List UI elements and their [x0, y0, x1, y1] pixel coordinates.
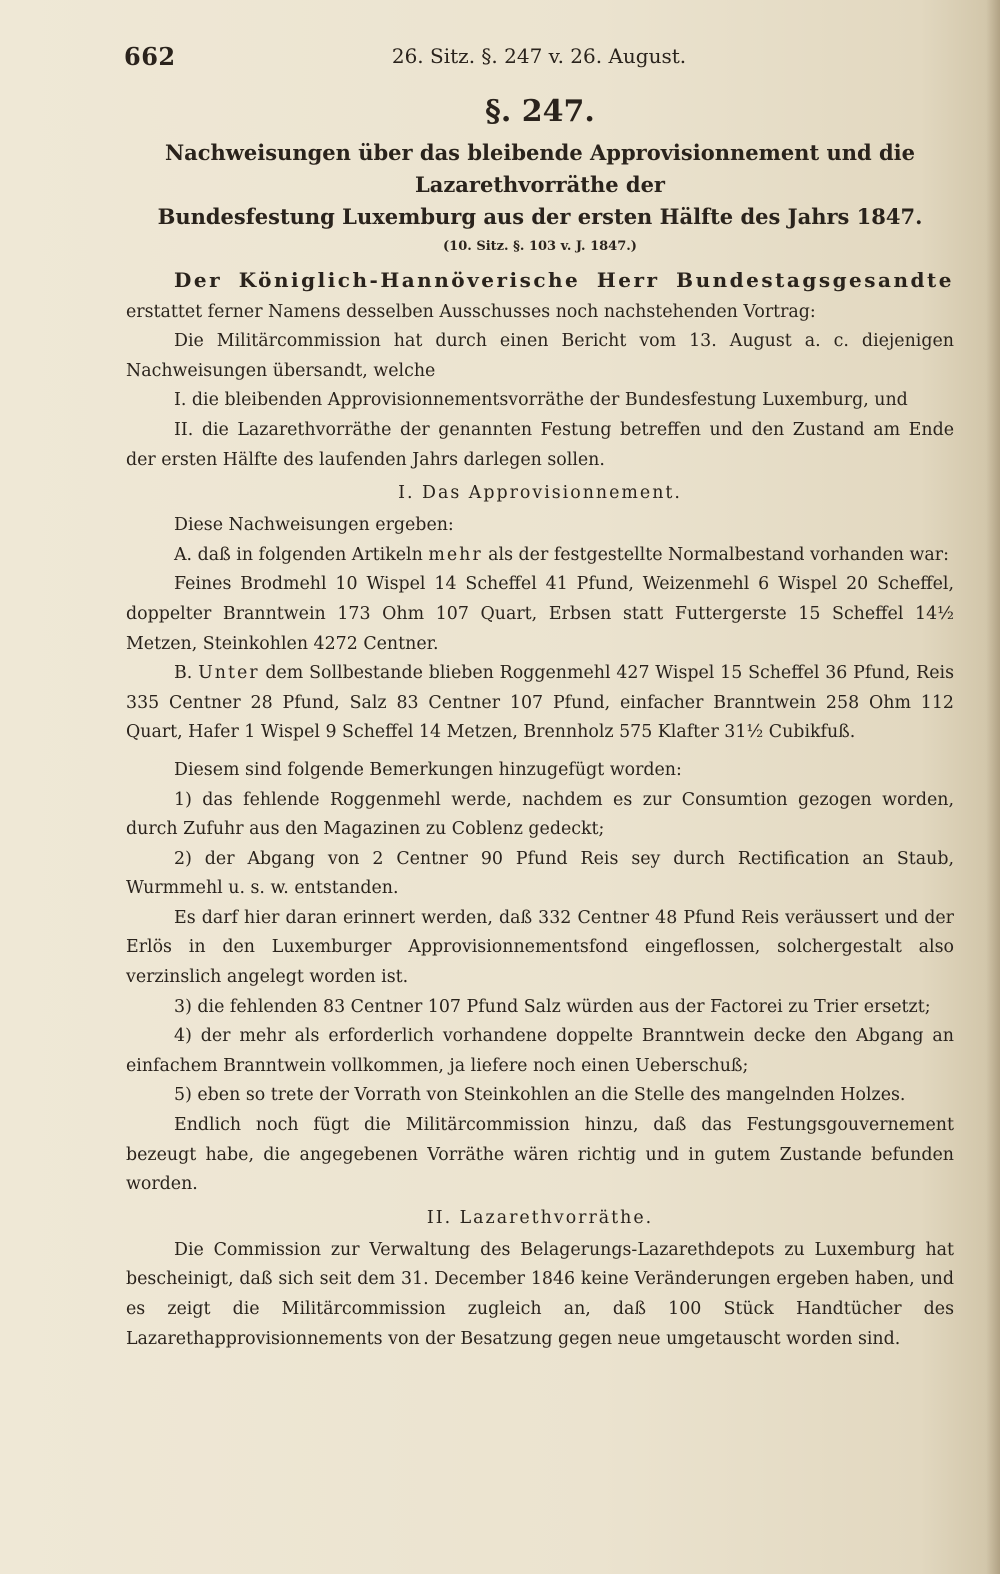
paragraph-lazareth: Die Commission zur Verwaltung des Belagerungs-Lazarethdepots zu Luxemburg hat bescheinigt, daß sich seit dem 31. December 1846 keine Veränderungen ergeben haben, und es zeigt die Militärcommission zugleich an, daß 100 Stück Handtücher des Lazarethapprovisionnements von der Besatzung gegen neue umgetauscht worden sind. — [126, 1239, 954, 1349]
remark-3: 3) die fehlenden 83 Centner 107 Pfund Salz würden aus der Factorei zu Trier ersetzt; — [174, 996, 931, 1017]
heading-approvisionnement: I. Das Approvisionnement. — [398, 483, 682, 504]
page-content — [126, 88, 954, 1354]
speaker-name: Der Königlich-Hannöverische Herr Bundestagsgesandte — [174, 268, 954, 292]
running-head: 26. Sitz. §. 247 v. 26. August. — [391, 44, 687, 68]
list-item-II: II. die Lazarethvorräthe der genannten Festung betreffen und den Zustand am Ende der ersten Hälfte des laufenden Jahrs darlegen sollen. — [126, 419, 954, 470]
emphasis-mehr: mehr — [428, 544, 483, 565]
remark-5: 5) eben so trete der Vorrath von Steinkohlen an die Stelle des mangelnden Holzes. — [174, 1085, 906, 1106]
page-number: 662 — [124, 42, 176, 71]
spacer — [126, 748, 954, 756]
paragraph-reis-note: Es darf hier daran erinnert werden, daß 332 Centner 48 Pfund Reis veräussert und der Erlös in den Luxemburger Approvisionnementsfond eingeflossen, solchergestalt also verzinslich angelegt worden ist. — [126, 907, 954, 988]
emphasis-unter: Unter — [198, 663, 260, 684]
page-edge-shadow — [986, 0, 1000, 1574]
section-subtitle-line2: Bundesfestung Luxemburg aus der ersten Hälfte des Jahrs 1847. — [157, 204, 923, 229]
intro-paragraph — [126, 266, 954, 327]
heading-lazarethvorraethe: II. Lazarethvorräthe. — [426, 1207, 654, 1228]
remark-1: 1) das fehlende Roggenmehl werde, nachdem es zur Consumtion gezogen worden, durch Zufuhr aus den Magazinen zu Coblenz gedeckt; — [126, 789, 954, 840]
remark-4: 4) der mehr als erforderlich vorhandene doppelte Branntwein decke den Abgang an einfachem Branntwein vollkommen, ja liefere noch einen Ueberschuß; — [126, 1026, 954, 1076]
section-subtitle-line1: Nachweisungen über das bleibende Approvisionnement und die Lazarethvorräthe der — [164, 140, 916, 197]
page-header — [124, 42, 954, 76]
section-title: §. 247. — [485, 94, 595, 129]
paragraph-B: B. Unter dem Sollbestande blieben Roggenmehl 427 Wispel 15 Scheffel 36 Pfund, Reis 335 Centner 28 Pfund, Salz 83 Centner 107 Pfund, einfacher Branntwein 258 Ohm 112 Quart, Hafer 1 Wispel 9 Scheffel 14 Metzen, Brennholz 575 Klafter 31½ Cubikfuß. — [126, 663, 954, 743]
paragraph-conclusion: Endlich noch fügt die Militärcommission hinzu, daß das Festungsgouvernement bezeugt habe, die angegebenen Vorräthe wären richtig und in gutem Zustande befunden worden. — [126, 1115, 954, 1195]
paragraph-A: A. daß in folgenden Artikeln mehr als der festgestellte Normalbestand vorhanden war: — [174, 544, 949, 565]
paragraph-remarks-intro: Diesem sind folgende Bemerkungen hinzugefügt worden: — [174, 759, 682, 780]
section-reference: (10. Sitz. §. 103 v. J. 1847.) — [443, 239, 637, 254]
remark-2: 2) der Abgang von 2 Centner 90 Pfund Reis sey durch Rectification an Staub, Wurmmehl u. s. w. entstanden. — [126, 848, 954, 899]
intro-text: erstattet ferner Namens desselben Ausschusses noch nachstehenden Vortrag: — [126, 301, 816, 322]
list-item-I: I. die bleibenden Approvisionnementsvorräthe der Bundesfestung Luxemburg, und — [174, 390, 908, 411]
paragraph-A-list: Feines Brodmehl 10 Wispel 14 Scheffel 41 Pfund, Weizenmehl 6 Wispel 20 Scheffel, doppelter Branntwein 173 Ohm 107 Quart, Erbsen statt Futtergerste 15 Scheffel 14½ Metzen, Steinkohlen 4272 Centner. — [126, 574, 954, 654]
paragraph-report: Die Militärcommission hat durch einen Bericht vom 13. August a. c. diejenigen Nachweisungen übersandt, welche — [126, 331, 954, 381]
paragraph-results: Diese Nachweisungen ergeben: — [174, 515, 454, 536]
